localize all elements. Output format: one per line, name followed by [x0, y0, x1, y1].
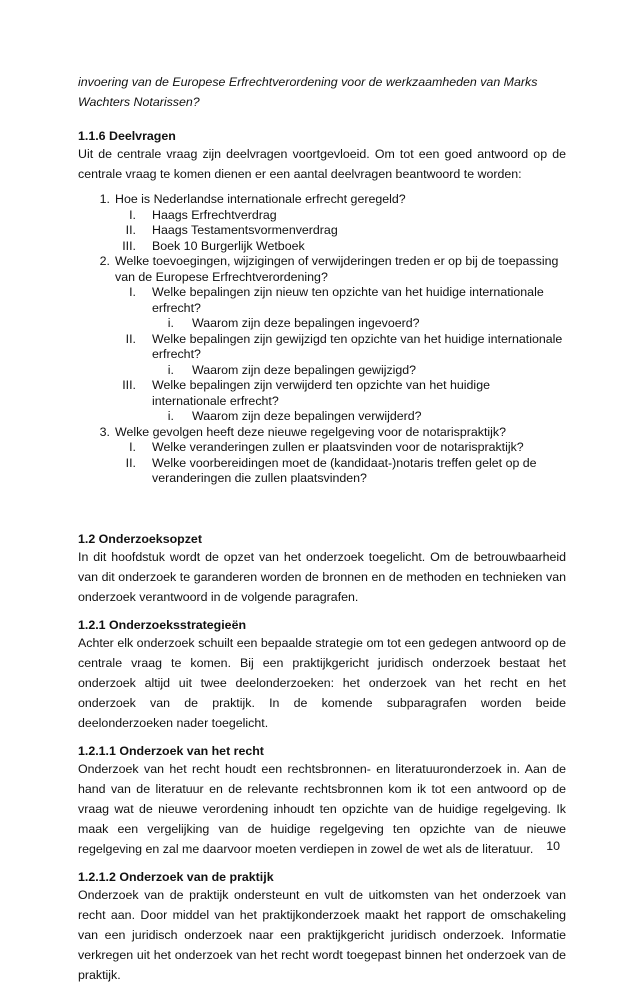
- heading-onderzoek-praktijk: 1.2.1.2 Onderzoek van de praktijk: [78, 869, 274, 884]
- list-item: [78, 223, 566, 239]
- paragraph-onderzoeksopzet: In dit hoofdstuk wordt de opzet van het onderzoek toegelicht. Om de betrouwbaarheid van dit onderzoek te garanderen worden de bronnen en de methoden en technieken van onderzoek verantwoord in de volgende paragrafen.: [78, 549, 566, 604]
- heading-onderzoeksopzet: 1.2 Onderzoeksopzet: [78, 531, 202, 546]
- list-number: III.: [122, 378, 136, 392]
- list-item: [78, 239, 566, 255]
- heading-onderzoeksstrategieen: 1.2.1 Onderzoeksstrategieën: [78, 617, 247, 632]
- subquestion-list: [78, 192, 566, 487]
- list-text: Welke veranderingen zullen er plaatsvinden voor de notarispraktijk?: [152, 440, 524, 454]
- list-item: [78, 378, 566, 409]
- list-number: i.: [167, 316, 174, 330]
- list-number: 2.: [99, 254, 110, 268]
- heading-deelvragen: 1.1.6 Deelvragen: [78, 129, 176, 143]
- list-number: I.: [129, 440, 136, 454]
- list-text: Welke bepalingen zijn verwijderd ten opzichte van het huidige internationale erfrecht?: [152, 378, 490, 408]
- list-item: [78, 285, 566, 316]
- list-number: I.: [129, 285, 136, 299]
- list-item: [78, 363, 566, 379]
- list-text: Welke toevoegingen, wijzigingen of verwijderingen treden er op bij de toepassing van de Europese Erfrechtverordening?: [115, 254, 559, 284]
- list-text: Haags Testamentsvormenverdrag: [152, 223, 338, 237]
- list-text: Waarom zijn deze bepalingen ingevoerd?: [192, 316, 420, 330]
- paragraph-onderzoeksstrategieen: Achter elk onderzoek schuilt een bepaalde strategie om tot een gedegen antwoord op de centrale vraag te komen. Bij een praktijkgericht juridisch onderzoek bestaat het onderzoek altijd uit twee deelonderzoeken: het onderzoek van het recht en het onderzoek van de praktijk. In de komende subparagrafen worden beide deelonderzoeken nader toegelicht.: [78, 635, 566, 730]
- list-text: Waarom zijn deze bepalingen gewijzigd?: [192, 362, 417, 377]
- list-number: 3.: [99, 424, 110, 439]
- heading-onderzoek-recht: 1.2.1.1 Onderzoek van het recht: [78, 743, 264, 758]
- list-item: [78, 456, 566, 487]
- list-text: Welke bepalingen zijn nieuw ten opzichte van het huidige internationale erfrecht?: [152, 285, 544, 315]
- document-page: [78, 72, 566, 985]
- list-text: Boek 10 Burgerlijk Wetboek: [152, 238, 305, 253]
- list-item: [78, 254, 566, 285]
- list-item: [78, 409, 566, 425]
- list-number: i.: [167, 362, 174, 377]
- list-item: [78, 332, 566, 363]
- list-item: [78, 192, 566, 208]
- paragraph-onderzoek-recht: Onderzoek van het recht houdt een rechtsbronnen- en literatuuronderzoek in. Aan de hand van de literatuur en de relevante rechtsbronnen kom ik tot een antwoord op de vraag wat de nieuwe verordening inhoudt ten opzichte van de huidige regelgeving. Ik maak een vergelijking van de huidige regelgeving ten opzichte van de nieuwe regelgeving en zal me daarvoor moeten verdiepen in zowel de wet als de literatuur.: [78, 761, 566, 856]
- list-item: [78, 440, 566, 456]
- list-item: [78, 425, 566, 441]
- list-text: Welke voorbereidingen moet de (kandidaat-)notaris treffen gelet op de veranderingen die zullen plaatsvinden?: [152, 455, 537, 485]
- list-number: II.: [125, 223, 136, 237]
- page-number: 10: [546, 839, 560, 853]
- list-item: [78, 208, 566, 224]
- list-text: Hoe is Nederlandse internationale erfrecht geregeld?: [115, 192, 406, 206]
- list-text: Haags Erfrechtverdrag: [152, 207, 277, 222]
- list-number: II.: [125, 331, 136, 346]
- list-item: [78, 316, 566, 332]
- list-text: Welke bepalingen zijn gewijzigd ten opzichte van het huidige internationale erfrecht?: [152, 331, 563, 361]
- list-number: I.: [129, 207, 136, 222]
- list-text: Welke gevolgen heeft deze nieuwe regelgeving voor de notarispraktijk?: [115, 424, 507, 439]
- paragraph-onderzoek-praktijk: Onderzoek van de praktijk ondersteunt en vult de uitkomsten van het onderzoek van recht aan. Door middel van het praktijkonderzoek maakt het rapport de omschakeling van een juridisch onderzoek naar een praktijkgericht juridisch onderzoek. Informatie verkregen uit het onderzoek van het recht wordt toegepast binnen het onderzoek van de praktijk.: [78, 887, 566, 982]
- list-number: III.: [122, 238, 136, 253]
- list-number: i.: [167, 409, 174, 423]
- intro-question: invoering van de Europese Erfrechtverordening voor de werkzaamheden van Marks Wachters Notarissen?: [78, 75, 538, 109]
- paragraph-deelvragen: Uit de centrale vraag zijn deelvragen voortgevloeid. Om tot een goed antwoord op de centrale vraag te komen dienen er een aantal deelvragen beantwoord te worden:: [78, 147, 566, 181]
- list-number: II.: [125, 455, 136, 470]
- list-text: Waarom zijn deze bepalingen verwijderd?: [192, 409, 422, 423]
- list-number: 1.: [99, 192, 110, 206]
